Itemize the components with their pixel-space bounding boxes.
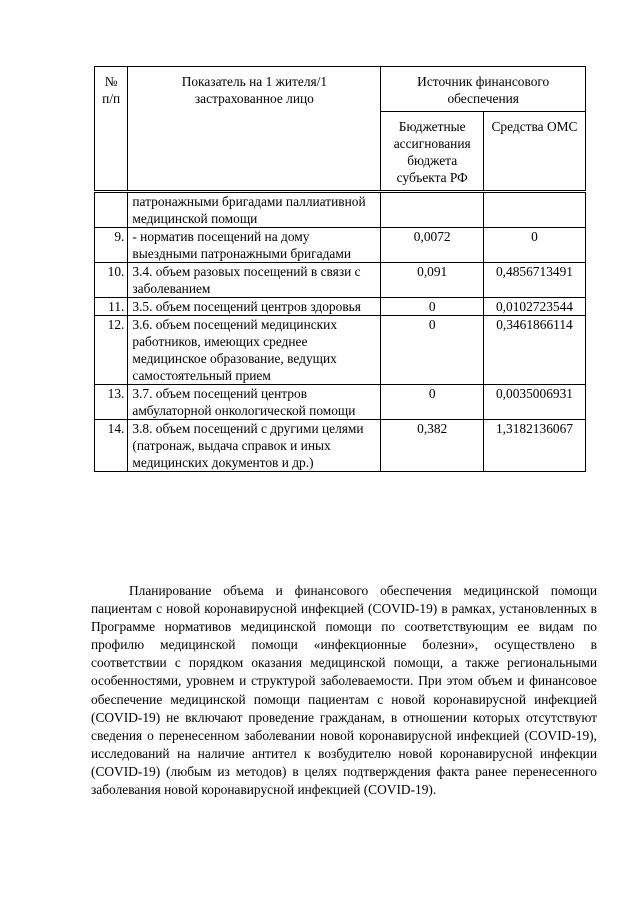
row-oms: 0,3461866114 <box>483 316 585 385</box>
header-budget: Бюджетные ассигнования бюджета субъекта РФ <box>381 112 484 192</box>
row-indicator: 3.5. объем посещений центров здоровья <box>128 298 381 316</box>
header-source: Источник финансового обеспечения <box>381 67 586 112</box>
row-budget: 0 <box>381 316 484 385</box>
row-indicator: - норматив посещений на дому выездными патронажными бригадами <box>128 228 381 263</box>
row-indicator: 3.7. объем посещений центров амбулаторной онкологической помощи <box>128 385 381 420</box>
row-oms: 1,3182136067 <box>483 420 585 472</box>
table-row <box>95 192 586 228</box>
row-budget: 0,0072 <box>381 228 484 263</box>
table-row <box>95 385 586 420</box>
row-num: 14. <box>95 420 128 472</box>
row-indicator: 3.6. объем посещений медицинских работников, имеющих среднее медицинское образование, ведущих самостоятельный прием <box>128 316 381 385</box>
table-row <box>95 263 586 298</box>
header-indicator: Показатель на 1 жителя/1 застрахованное лицо <box>128 67 381 192</box>
table-row <box>95 420 586 472</box>
row-num: 10. <box>95 263 128 298</box>
table-row <box>95 316 586 385</box>
row-oms: 0 <box>483 228 585 263</box>
row-oms <box>483 192 585 228</box>
row-num: 12. <box>95 316 128 385</box>
row-indicator: 3.8. объем посещений с другими целями (патронаж, выдача справок и иных медицинских документов и др.) <box>128 420 381 472</box>
table-row <box>95 298 586 316</box>
row-num: 9. <box>95 228 128 263</box>
row-num: 13. <box>95 385 128 420</box>
row-budget: 0 <box>381 298 484 316</box>
row-indicator: 3.4. объем разовых посещений в связи с заболеванием <box>128 263 381 298</box>
body-paragraph: Планирование объема и финансового обеспечения медицинской помощи пациентам с новой коронавирусной инфекцией (COVID-19) в рамках, установленных в Программе нормативов медицинской помощи по соответствующим ее видам по профилю медицинской помощи «инфекционные болезни», осуществлено в соответствии с порядком оказания медицинской помощи, а также региональными особенностями, уровнем и структурой заболеваемости. При этом объем и финансовое обеспечение медицинской помощи пациентам с новой коронавирусной инфекцией (COVID-19) не включают проведение гражданам, в отношении которых отсутствуют сведения о перенесенном заболевании новой коронавирусной инфекцией (COVID-19), исследований на наличие антител к возбудителю новой коронавирусной инфекции (COVID-19) (любым из методов) в целях подтверждения факта ранее перенесенного заболевания новой коронавирусной инфекцией (COVID-19). <box>91 583 597 798</box>
row-oms: 0,0102723544 <box>483 298 585 316</box>
row-oms: 0,4856713491 <box>483 263 585 298</box>
row-num: 11. <box>95 298 128 316</box>
table-row <box>95 228 586 263</box>
row-oms: 0,0035006931 <box>483 385 585 420</box>
row-indicator: патронажными бригадами паллиативной медицинской помощи <box>128 192 381 228</box>
row-budget <box>381 192 484 228</box>
row-budget: 0,382 <box>381 420 484 472</box>
row-budget: 0,091 <box>381 263 484 298</box>
table-header-row <box>95 67 586 112</box>
header-num-text: № п/п <box>102 74 121 106</box>
header-oms: Средства ОМС <box>483 112 585 192</box>
norms-table <box>94 66 586 472</box>
header-num <box>95 67 128 192</box>
row-num <box>95 192 128 228</box>
row-budget: 0 <box>381 385 484 420</box>
